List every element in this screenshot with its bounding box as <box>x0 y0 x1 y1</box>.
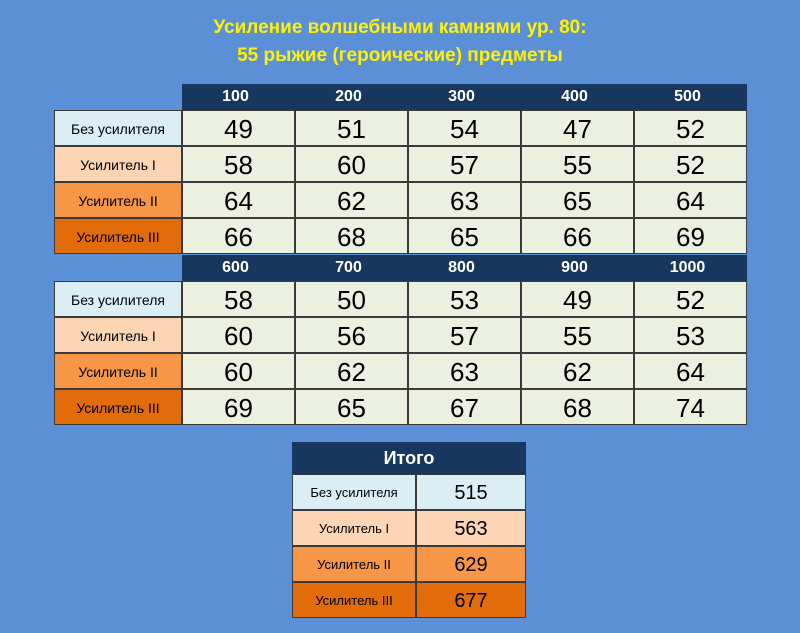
total-table <box>292 442 526 618</box>
value-cell: 49 <box>182 110 295 146</box>
value-cell: 64 <box>634 182 747 218</box>
column-header: 700 <box>295 255 408 281</box>
column-header: 500 <box>634 84 747 110</box>
row-label-booster-2: Усилитель II <box>54 182 182 218</box>
row-label-booster-3: Усилитель III <box>54 218 182 254</box>
value-cell: 53 <box>634 317 747 353</box>
value-cell: 63 <box>408 182 521 218</box>
value-cell: 52 <box>634 146 747 182</box>
value-cell: 55 <box>521 317 634 353</box>
value-cell: 58 <box>182 281 295 317</box>
row-label-booster-1: Усилитель I <box>54 146 182 182</box>
column-header: 900 <box>521 255 634 281</box>
total-value: 563 <box>416 510 526 546</box>
total-value: 515 <box>416 474 526 510</box>
value-cell: 57 <box>408 146 521 182</box>
page-title <box>0 14 800 70</box>
total-value: 629 <box>416 546 526 582</box>
value-cell: 58 <box>182 146 295 182</box>
column-header: 400 <box>521 84 634 110</box>
title-line-1: Усиление волшебными камнями ур. 80: <box>213 17 587 38</box>
value-cell: 63 <box>408 353 521 389</box>
column-header: 200 <box>295 84 408 110</box>
value-cell: 52 <box>634 110 747 146</box>
row-label-no-booster: Без усилителя <box>54 110 182 146</box>
column-header: 800 <box>408 255 521 281</box>
table-corner <box>54 84 182 110</box>
table-corner <box>54 255 182 281</box>
value-cell: 60 <box>182 317 295 353</box>
column-header: 100 <box>182 84 295 110</box>
total-label-booster-1: Усилитель I <box>292 510 416 546</box>
row-label-booster-3: Усилитель III <box>54 389 182 425</box>
column-header: 300 <box>408 84 521 110</box>
value-cell: 62 <box>295 353 408 389</box>
value-cell: 69 <box>634 218 747 254</box>
title-line-2: 55 рыжие (героические) предметы <box>237 45 563 66</box>
value-cell: 64 <box>182 182 295 218</box>
upgrade-table-1 <box>54 84 747 254</box>
value-cell: 69 <box>182 389 295 425</box>
value-cell: 64 <box>634 353 747 389</box>
total-label-no-booster: Без усилителя <box>292 474 416 510</box>
value-cell: 67 <box>408 389 521 425</box>
upgrade-table-2 <box>54 255 747 425</box>
value-cell: 60 <box>295 146 408 182</box>
value-cell: 53 <box>408 281 521 317</box>
value-cell: 68 <box>295 218 408 254</box>
value-cell: 47 <box>521 110 634 146</box>
value-cell: 74 <box>634 389 747 425</box>
value-cell: 68 <box>521 389 634 425</box>
value-cell: 65 <box>521 182 634 218</box>
value-cell: 66 <box>182 218 295 254</box>
value-cell: 51 <box>295 110 408 146</box>
value-cell: 62 <box>521 353 634 389</box>
value-cell: 50 <box>295 281 408 317</box>
column-header: 600 <box>182 255 295 281</box>
value-cell: 49 <box>521 281 634 317</box>
value-cell: 52 <box>634 281 747 317</box>
value-cell: 65 <box>295 389 408 425</box>
row-label-booster-2: Усилитель II <box>54 353 182 389</box>
row-label-no-booster: Без усилителя <box>54 281 182 317</box>
total-label-booster-2: Усилитель II <box>292 546 416 582</box>
value-cell: 54 <box>408 110 521 146</box>
value-cell: 60 <box>182 353 295 389</box>
total-title: Итого <box>292 442 526 474</box>
total-value: 677 <box>416 582 526 618</box>
value-cell: 66 <box>521 218 634 254</box>
row-label-booster-1: Усилитель I <box>54 317 182 353</box>
value-cell: 56 <box>295 317 408 353</box>
value-cell: 65 <box>408 218 521 254</box>
total-label-booster-3: Усилитель III <box>292 582 416 618</box>
value-cell: 57 <box>408 317 521 353</box>
value-cell: 55 <box>521 146 634 182</box>
value-cell: 62 <box>295 182 408 218</box>
column-header: 1000 <box>634 255 747 281</box>
